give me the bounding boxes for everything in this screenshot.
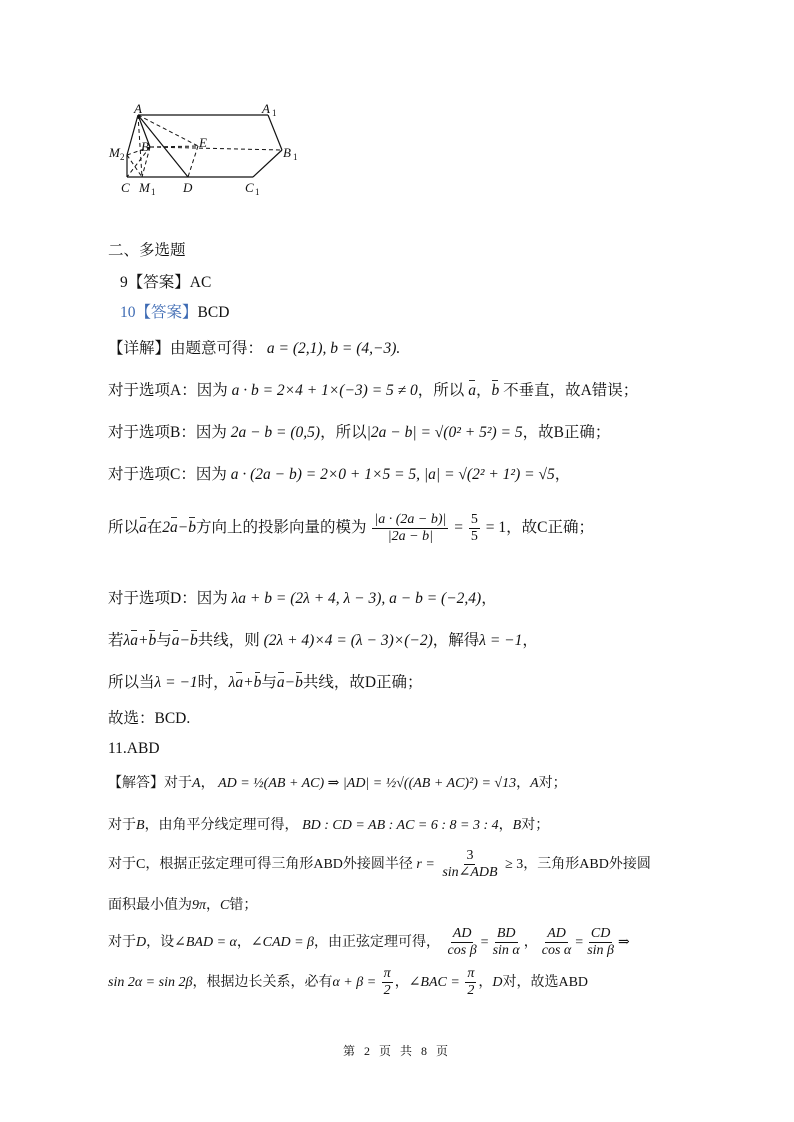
section-title: 二、多选题 <box>108 242 186 259</box>
label-M2-sub: 2 <box>120 152 125 162</box>
q11-6-D: D <box>492 974 503 990</box>
label-M1: M <box>139 180 150 195</box>
ratio-2: $\frac{BD}{\text{sin α}}$ <box>492 926 520 959</box>
q11-6-math: sin 2α = sin 2β <box>108 974 193 990</box>
vec-b: b <box>491 382 500 399</box>
q10-answer <box>120 300 229 322</box>
detail-7-math: (2λ + 4)×4 = (λ − 3)×(−2) <box>263 632 433 649</box>
detail-3-math: 2a − b = (0,5) <box>230 424 321 441</box>
vec-2a-b: 2a−b <box>162 519 196 537</box>
q11-6-mid3: ， <box>478 974 493 990</box>
label-C: C <box>121 180 130 195</box>
q11-line-5: 对于D，设∠BAD = α，∠CAD = β，由正弦定理可得， $\frac{AD}{\text{cos β}}$ = $\frac{BD}{\text{sin α}}$ ， $\frac{AD}{\text{cos α}}$ = $\frac{CD}{\text{sin β}}$ ⇒ <box>108 926 630 959</box>
detail-7-mid2: 共线，则 <box>197 632 260 649</box>
q11-3-suffix: ，三角形ABD外接圆 <box>523 856 651 872</box>
detail-4-prefix: 对于选项C：因为 <box>108 466 227 483</box>
detail-6-math: λa + b = (2λ + 4, λ − 3), a − b = (−2,4) <box>231 590 482 607</box>
label-B1-sub: 1 <box>293 152 298 162</box>
detail-line-3 <box>108 420 610 442</box>
vec-a-2: a <box>139 519 147 537</box>
detail-8-mid: 时， <box>197 674 229 691</box>
detail-1-math: a = (2,1), b = (4,−3). <box>266 340 401 357</box>
detail-line-5 <box>108 512 594 545</box>
q11-1-A: A <box>192 776 201 791</box>
q11-3-r: r = <box>416 856 435 872</box>
q11-4-suffix: 错； <box>229 898 258 913</box>
ratio-4: $\frac{CD}{\text{sin β}}$ <box>587 926 614 959</box>
label-D: D <box>183 180 193 195</box>
q11-5-mid: ，设 <box>146 934 175 950</box>
q11-5-mid3: ，由正弦定理可得， <box>314 934 441 950</box>
q11-4-C: C <box>220 898 230 913</box>
q11-2-B: B <box>136 818 145 833</box>
q11-6-suffix: 对，故选ABD <box>502 974 589 990</box>
detail-5-mid: 在 <box>146 519 163 537</box>
q11-6-mid2: ， <box>394 974 409 990</box>
q11-1-prefix: 【解答】对于 <box>108 776 192 791</box>
q11-1-suffix: ， <box>516 776 531 791</box>
five-over-five: $\frac{5}{5}$ <box>470 512 478 545</box>
q11-3-ge: ≥ 3 <box>505 856 524 872</box>
q9-tag: 【答案】 <box>127 274 190 291</box>
label-A1: A <box>262 101 270 116</box>
label-A: A <box>134 101 142 116</box>
label-M2: M <box>109 145 120 160</box>
q9-answer <box>120 270 211 292</box>
lambda-a-b-2: λa+b <box>228 674 262 691</box>
q11-line-2 <box>108 814 549 834</box>
detail-8-suffix: 共线，故D正确； <box>302 674 423 691</box>
detail-line-2: 对于选项A：因为 a · b = 2×4 + 1×(−3) = 5 ≠ 0，所以 a，b 不垂直，故A错误； <box>108 382 639 399</box>
a-minus-b: a−b <box>171 632 198 649</box>
detail-4-suffix: ， <box>554 466 571 483</box>
q11-2-math: BD : CD = AB : AC = 6 : 8 = 3 : 4 <box>302 818 499 833</box>
q11-6-math3: ∠BAC = <box>408 974 460 990</box>
q9-value: AC <box>189 274 212 291</box>
q11-1-suffix2: A <box>530 776 539 791</box>
detail-2-math: a · b = 2×4 + 1×(−3) = 5 ≠ 0 <box>231 382 418 399</box>
q11-4-mid: ， <box>206 898 221 913</box>
q11-2-suffix2: 对； <box>521 818 550 833</box>
q11-1-math: AD = ½(AB + AC) ⇒ |AD| = ½√((AB + AC)²) = √13 <box>218 776 517 791</box>
q11-6-mid: ，根据边长关系，必有 <box>192 974 333 990</box>
q11-line-6 <box>108 966 588 999</box>
detail-2-mid: ，所以 <box>417 382 465 399</box>
label-C1-sub: 1 <box>255 187 260 197</box>
label-E: E <box>199 135 207 150</box>
vec-a: a <box>468 382 476 399</box>
label-A1-sub: 1 <box>272 108 277 118</box>
q11-5-math1: ∠BAD = α <box>174 934 237 950</box>
detail-5-prefix: 所以 <box>108 519 140 537</box>
q11-2-suffix: ， <box>498 818 513 833</box>
detail-8-prefix: 所以当 <box>108 674 155 691</box>
detail-8-mid2: 与 <box>261 674 277 691</box>
q11-2-B2: B <box>512 818 522 833</box>
ratio-3: $\frac{AD}{\text{cos α}}$ <box>541 926 572 959</box>
detail-line-4 <box>108 462 570 484</box>
detail-7-mid3: ，解得 <box>432 632 480 649</box>
detail-1-prefix: 【详解】由题意可得： <box>108 340 264 357</box>
label-C1: C <box>245 180 254 195</box>
detail-line-9: 故选：BCD. <box>108 710 191 727</box>
detail-line-8 <box>108 670 423 692</box>
label-M1-sub: 1 <box>151 187 156 197</box>
detail-7-suffix: ， <box>522 632 538 649</box>
q11-1-suffix3: 对； <box>538 776 567 791</box>
q11-5-comma: ， <box>523 934 538 950</box>
q11-5-arrow: ⇒ <box>618 934 630 950</box>
q11-title: 11.ABD <box>108 740 160 757</box>
a-minus-b-2: a−b <box>276 674 303 691</box>
proj-fraction: $\frac{|a \cdot (2a - b)|}{|2a - b|}$ <box>374 512 447 545</box>
q11-line-3 <box>108 848 651 881</box>
detail-8-math: λ = −1 <box>154 674 198 691</box>
q11-2-prefix: 对于 <box>108 818 136 833</box>
q11-5-mid2: ， <box>236 934 251 950</box>
q10-tag: 【答案】 <box>135 304 198 321</box>
detail-line-7 <box>108 628 538 650</box>
pi-over-2-a: $\frac{\pi}{2}$ <box>383 966 391 999</box>
label-B1: B <box>283 145 291 160</box>
page-footer: 第 2 页 共 8 页 <box>342 1044 451 1058</box>
detail-6-prefix: 对于选项D：因为 <box>108 590 228 607</box>
q11-5-prefix: 对于 <box>108 934 136 950</box>
detail-line-1 <box>108 336 400 358</box>
detail-7-prefix: 若 <box>108 632 124 649</box>
q10-value: BCD <box>197 304 230 321</box>
detail-5-suffix: = 1，故C正确； <box>485 519 594 537</box>
q11-5-math2: ∠CAD = β <box>250 934 315 950</box>
q11-3-prefix: 对于C，根据正弦定理可得三角形ABD外接圆半径 <box>108 856 413 872</box>
detail-5-eq: = <box>454 519 463 537</box>
detail-5-mid2: 方向上的投影向量的模为 <box>196 519 367 537</box>
detail-2-prefix: 对于选项A：因为 <box>108 382 228 399</box>
q11-5-D: D <box>136 934 147 950</box>
q11-4-prefix: 面积最小值为 <box>108 898 192 913</box>
q11-4-math: 9π <box>192 898 207 913</box>
detail-7-math2: λ = −1 <box>479 632 523 649</box>
detail-4-math: a · (2a − b) = 2×0 + 1×5 = 5, |a| = √(2² + 1²) = √5 <box>230 466 555 483</box>
detail-6-suffix: ， <box>481 590 497 607</box>
ratio-1: $\frac{AD}{\text{cos β}}$ <box>447 926 477 959</box>
label-B: B <box>141 139 149 154</box>
q9-num: 9 <box>120 274 128 291</box>
q11-6-math2: α + β = <box>332 974 377 990</box>
q11-line-1: 【解答】对于A， AD = ½(AB + AC) ⇒ |AD| = ½√((AB + AC)²) = √13，A对； <box>108 776 567 791</box>
q11-2-mid: ，由角平分线定理可得， <box>144 818 299 833</box>
detail-7-mid: 与 <box>156 632 172 649</box>
detail-line-6 <box>108 586 497 608</box>
lambda-a-b: λa+b <box>123 632 157 649</box>
detail-3-mid: ，所以 <box>320 424 367 441</box>
pi-over-2-b: $\frac{\pi}{2}$ <box>467 966 475 999</box>
q11-line-4 <box>108 894 257 914</box>
detail-3-prefix: 对于选项B：因为 <box>108 424 227 441</box>
detail-2-suffix: 不垂直，故A错误； <box>503 382 639 399</box>
radius-fraction: $\frac{3}{\text{sin∠ADB}}$ <box>442 848 498 881</box>
detail-3-math2: |2a − b| = √(0² + 5²) = 5 <box>366 424 523 441</box>
prism-figure <box>100 100 310 200</box>
q10-num: 10 <box>120 304 136 321</box>
detail-3-suffix: ，故B正确； <box>522 424 611 441</box>
